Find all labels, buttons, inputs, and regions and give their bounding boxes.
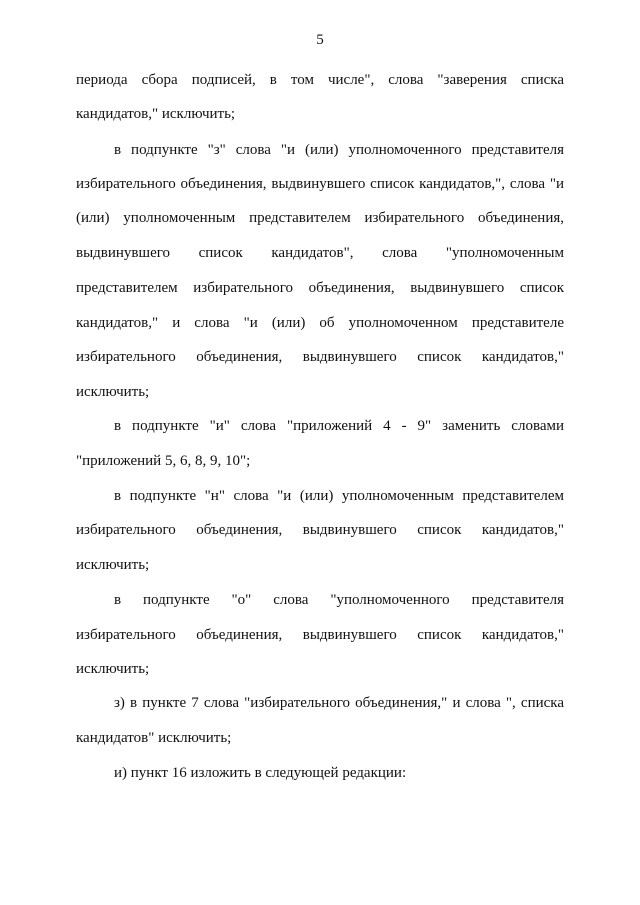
text-line: в подпункте "з" слова "и (или) уполномоченного представителя [114,142,564,158]
text-line: избирательного объединения, выдвинувшего список кандидатов,", слова "и [76,176,564,192]
text-line: кандидатов," и слова "и (или) об уполномоченном представителе [76,315,564,331]
text-line: избирательного объединения, выдвинувшего список кандидатов," [76,627,564,643]
text-line: (или) уполномоченным представителем избирательного объединения, [76,210,564,226]
text-line: кандидатов," исключить; [76,106,236,122]
text-line: выдвинувшего список кандидатов", слова "уполномоченным [76,245,564,261]
text-line: исключить; [76,384,150,400]
text-line: в подпункте "н" слова "и (или) уполномоченным представителем [114,488,564,504]
text-line: и) пункт 16 изложить в следующей редакции: [114,765,407,781]
text-line: кандидатов" исключить; [76,730,232,746]
text-line: в подпункте "о" слова "уполномоченного представителя [114,592,564,608]
text-line: избирательного объединения, выдвинувшего список кандидатов," [76,349,564,365]
text-line: исключить; [76,557,150,573]
text-line: з) в пункте 7 слова "избирательного объединения," и слова ", списка [114,695,564,711]
text-line: представителем избирательного объединения, выдвинувшего список [76,280,564,296]
text-line: периода сбора подписей, в том числе", слова "заверения списка [76,72,564,88]
text-line: исключить; [76,661,150,677]
page-number: 5 [316,32,324,48]
text-line: в подпункте "и" слова "приложений 4 - 9" заменить словами [114,418,564,434]
text-line: "приложений 5, 6, 8, 9, 10"; [76,453,251,469]
text-line: избирательного объединения, выдвинувшего список кандидатов," [76,522,564,538]
